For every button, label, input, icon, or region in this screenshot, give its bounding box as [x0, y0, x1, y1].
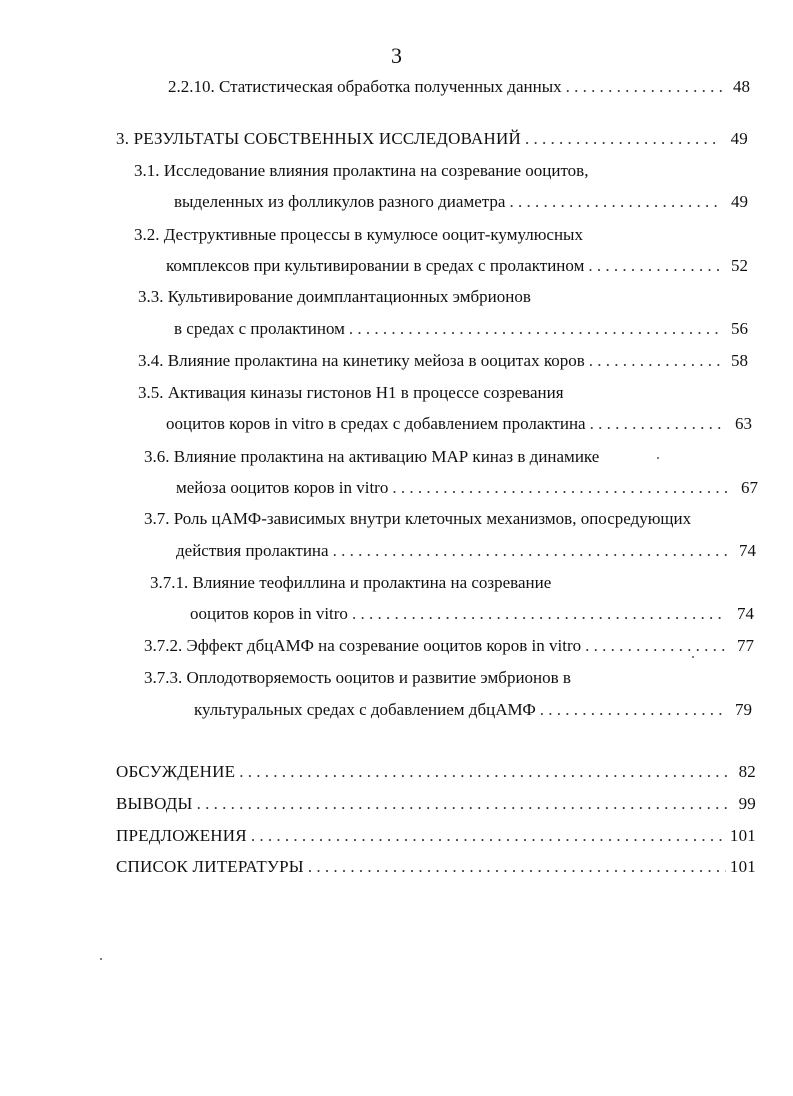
toc-entry-page: 56 [731, 319, 748, 338]
toc-entry-3-7-3 [194, 699, 752, 721]
leader-dots [197, 793, 728, 815]
toc-entry-continuation: комплексов при культивировании в средах с пролактином [166, 256, 585, 275]
leader-dots [540, 699, 724, 721]
toc-entry-title: СПИСОК ЛИТЕРАТУРЫ [116, 857, 304, 876]
scan-speck [692, 656, 694, 658]
toc-entry-title: 2.2.10. Статистическая обработка полученных данных [168, 77, 562, 96]
toc-entry-3-6-title: 3.6. Влияние пролактина на активацию МАР киназ в динамике [144, 447, 600, 466]
toc-entry-3-7-3-title: 3.7.3. Оплодотворяемость ооцитов и развитие эмбрионов в [144, 668, 571, 687]
leader-dots [251, 825, 726, 847]
toc-entry-title: 3. РЕЗУЛЬТАТЫ СОБСТВЕННЫХ ИССЛЕДОВАНИЙ [116, 129, 521, 148]
toc-entry-title: ВЫВОДЫ [116, 794, 193, 813]
scan-speck [657, 457, 659, 459]
toc-entry-page: 63 [735, 414, 752, 433]
leader-dots [392, 477, 730, 499]
toc-entry-2-2-10 [168, 76, 750, 98]
toc-entry-3-7-1-title: 3.7.1. Влияние теофиллина и пролактина на созревание [150, 573, 552, 592]
toc-entry-page: 79 [735, 700, 752, 719]
toc-entry-page: 82 [738, 762, 756, 781]
toc-entry-title: ОБСУЖДЕНИЕ [116, 762, 236, 781]
toc-entry-3-3 [174, 318, 748, 340]
leader-dots [585, 635, 726, 657]
toc-entry-page: 77 [737, 636, 754, 655]
toc-entry-3-2 [166, 255, 748, 277]
toc-entry-continuation: ооцитов коров in vitro в средах с добавлением пролактина [166, 414, 586, 433]
toc-entry-continuation: выделенных из фолликулов разного диаметра [174, 192, 506, 211]
toc-entry-3 [116, 128, 748, 150]
toc-entry-conclusions [116, 793, 756, 815]
toc-entry-3-5-title: 3.5. Активация киназы гистонов Н1 в процессе созревания [138, 383, 564, 402]
toc-entry-page: 48 [733, 77, 750, 96]
toc-entry-title: 3.4. Влияние пролактина на кинетику мейоза в ооцитах коров [138, 351, 585, 370]
toc-entry-3-1 [174, 191, 748, 213]
toc-entry-references [116, 856, 756, 878]
toc-entry-continuation: ооцитов коров in vitro [190, 604, 348, 623]
leader-dots [525, 128, 720, 150]
leader-dots [589, 350, 720, 372]
leader-dots [333, 540, 728, 562]
leader-dots [566, 76, 722, 98]
page-number: 3 [391, 43, 402, 68]
toc-entry-continuation: культуральных средах с добавлением дбцАМФ [194, 700, 536, 719]
toc-entry-page: 74 [739, 541, 756, 560]
leader-dots [590, 413, 724, 435]
leader-dots [509, 191, 720, 213]
scan-speck [100, 958, 102, 960]
toc-entry-3-7-1 [190, 603, 754, 625]
toc-entry-page: 74 [737, 604, 754, 623]
toc-entry-3-5 [166, 413, 752, 435]
toc-entry-3-7-2 [144, 635, 754, 657]
toc-entry-proposals [116, 825, 756, 847]
toc-entry-3-4 [138, 350, 748, 372]
toc-entry-page: 49 [731, 192, 748, 211]
toc-entry-title: 3.7.2. Эффект дбцАМФ на созревание ооцитов коров in vitro [144, 636, 582, 655]
toc-entry-page: 101 [729, 826, 756, 845]
toc-entry-3-6 [176, 477, 758, 499]
toc-entry-discussion [116, 761, 756, 783]
toc-entry-page: 101 [729, 857, 756, 876]
toc-entry-page: 58 [731, 351, 748, 370]
toc-entry-continuation: мейоза ооцитов коров in vitro [176, 478, 389, 497]
toc-entry-3-2-title: 3.2. Деструктивные процессы в кумулюсе ооцит-кумулюсных [134, 225, 583, 244]
toc-entry-3-3-title: 3.3. Культивирование доимплантационных эмбрионов [138, 287, 531, 306]
leader-dots [588, 255, 720, 277]
toc-entry-title: ПРЕДЛОЖЕНИЯ [116, 826, 247, 845]
leader-dots [239, 761, 728, 783]
toc-entry-continuation: действия пролактина [176, 541, 329, 560]
leader-dots [308, 856, 726, 878]
toc-entry-page: 67 [741, 478, 758, 497]
toc-entry-3-7 [176, 540, 756, 562]
toc-entry-3-1-title: 3.1. Исследование влияния пролактина на созревание ооцитов, [134, 161, 589, 180]
leader-dots [352, 603, 726, 625]
toc-entry-3-7-title: 3.7. Роль цАМФ-зависимых внутри клеточных механизмов, опосредующих [144, 509, 692, 528]
toc-entry-page: 52 [731, 256, 748, 275]
toc-entry-page: 99 [738, 794, 756, 813]
toc-entry-page: 49 [730, 129, 748, 148]
leader-dots [349, 318, 720, 340]
toc-entry-continuation: в средах с пролактином [174, 319, 345, 338]
